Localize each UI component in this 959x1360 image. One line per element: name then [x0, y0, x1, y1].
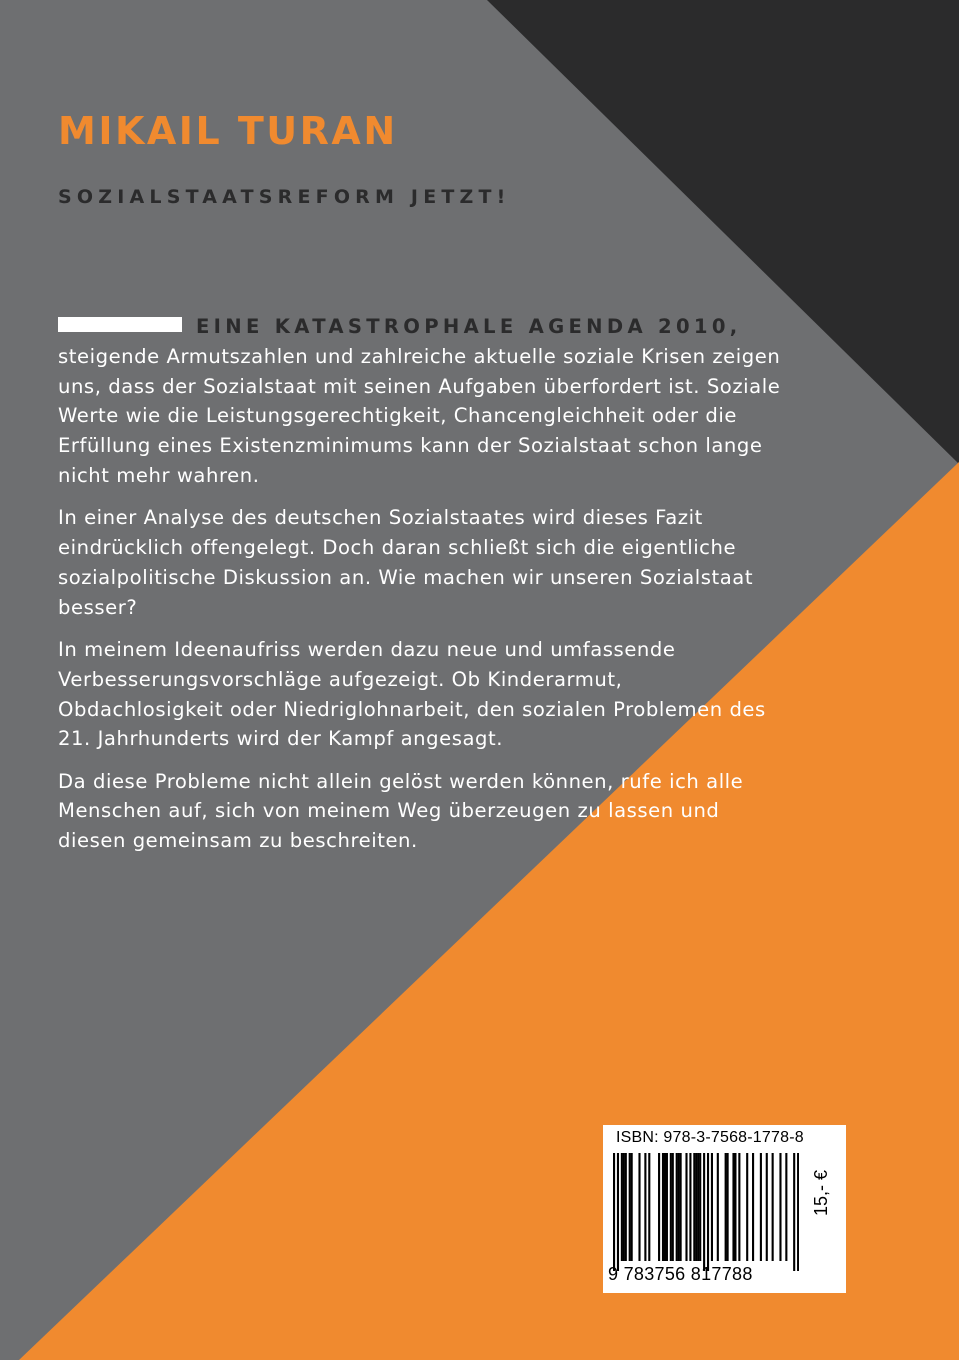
barcode-bar: [746, 1153, 748, 1261]
barcode-bar: [766, 1153, 768, 1261]
barcode-digits: 9 783756 817788: [608, 1264, 753, 1284]
barcode-bar: [678, 1153, 680, 1261]
book-subtitle: SOZIALSTAATSREFORM JETZT!: [58, 186, 511, 208]
blurb-lead: EINE KATASTROPHALE AGENDA 2010,: [196, 315, 742, 338]
barcode-bar: [680, 1153, 682, 1261]
barcode-bar: [629, 1153, 631, 1261]
barcode-bar: [625, 1153, 627, 1261]
blurb-paragraph-1: [58, 312, 788, 491]
barcode-bar: [617, 1153, 619, 1271]
barcode-bar: [707, 1153, 709, 1271]
barcode-bar: [695, 1153, 697, 1261]
barcode-bar: [711, 1153, 713, 1261]
barcode-bar: [648, 1153, 650, 1261]
author-name: MIKAIL TURAN: [58, 109, 398, 153]
barcode-bars: [613, 1153, 799, 1271]
barcode-bar: [717, 1153, 719, 1261]
blurb-paragraph-2: In einer Analyse des deutschen Sozialstaates wird dieses Fazit eindrücklich offengelegt. Doch daran schließt sich die eigentliche sozialpolitische Diskussion an. Wie machen wir unseren Sozialstaat besser?: [58, 506, 754, 619]
barcode-bar: [693, 1153, 695, 1261]
barcode-bar: [631, 1153, 633, 1261]
barcode-bar: [732, 1153, 734, 1261]
blurb-paragraph-3: In meinem Ideenaufriss werden dazu neue und umfassende Verbesserungsvorschläge aufgezeigt. Ob Kinderarmut, Obdachlosigkeit oder Niedriglohnarbeit, den sozialen Problemen des 21. Jahrhunderts wird der Kampf angesagt.: [58, 637, 766, 751]
blurb-paragraph-4: Da diese Probleme nicht allein gelöst werden können, rufe ich alle Menschen auf, sich von meinem Weg überzeugen zu lassen und diesen gemeinsam zu beschreiten.: [58, 769, 744, 853]
barcode-bar: [752, 1153, 754, 1261]
barcode-bar: [685, 1153, 687, 1261]
barcode-bar: [785, 1153, 787, 1261]
barcode-bar: [638, 1153, 640, 1261]
barcode-bar: [689, 1153, 691, 1261]
barcode-bar: [779, 1153, 781, 1261]
barcode-bar: [760, 1153, 762, 1261]
barcode-bar: [676, 1153, 678, 1261]
barcode-bar: [793, 1153, 795, 1271]
barcode-bar: [623, 1153, 625, 1261]
blurb-paragraph-1-text: steigende Armutszahlen und zahlreiche aktuelle soziale Krisen zeigen uns, dass der Sozialstaat mit seinen Aufgaben überfordert ist. Soziale Werte wie die Leistungsgerechtigkeit, Chancengleichheit oder die Erfüllung eines Existenzminimums kann der Sozialstaat schon lange nicht mehr wahren.: [58, 344, 781, 487]
isbn-label: ISBN: 978-3-7568-1778-8: [616, 1129, 804, 1146]
barcode-box: [603, 1125, 846, 1293]
decorative-bar: [58, 317, 182, 332]
barcode-bar: [699, 1153, 701, 1261]
barcode-bar: [670, 1153, 672, 1261]
barcode-bar: [613, 1153, 615, 1271]
barcode-bar: [772, 1153, 774, 1261]
barcode-bar: [666, 1153, 668, 1261]
barcode-bar: [738, 1153, 740, 1261]
barcode-bar: [797, 1153, 799, 1271]
barcode-bar: [621, 1153, 623, 1261]
price-label: 15,- €: [811, 1169, 831, 1217]
barcode-bar: [662, 1153, 664, 1261]
barcode-bar: [664, 1153, 666, 1261]
barcode-bar: [697, 1153, 699, 1261]
barcode-bar: [672, 1153, 674, 1261]
back-cover-blurb: [58, 312, 788, 869]
barcode-bar: [703, 1153, 705, 1271]
barcode-bar: [644, 1153, 646, 1261]
barcode-bar: [727, 1153, 729, 1261]
barcode-bar: [734, 1153, 736, 1261]
barcode-bar: [658, 1153, 660, 1261]
barcode-bar: [725, 1153, 727, 1261]
